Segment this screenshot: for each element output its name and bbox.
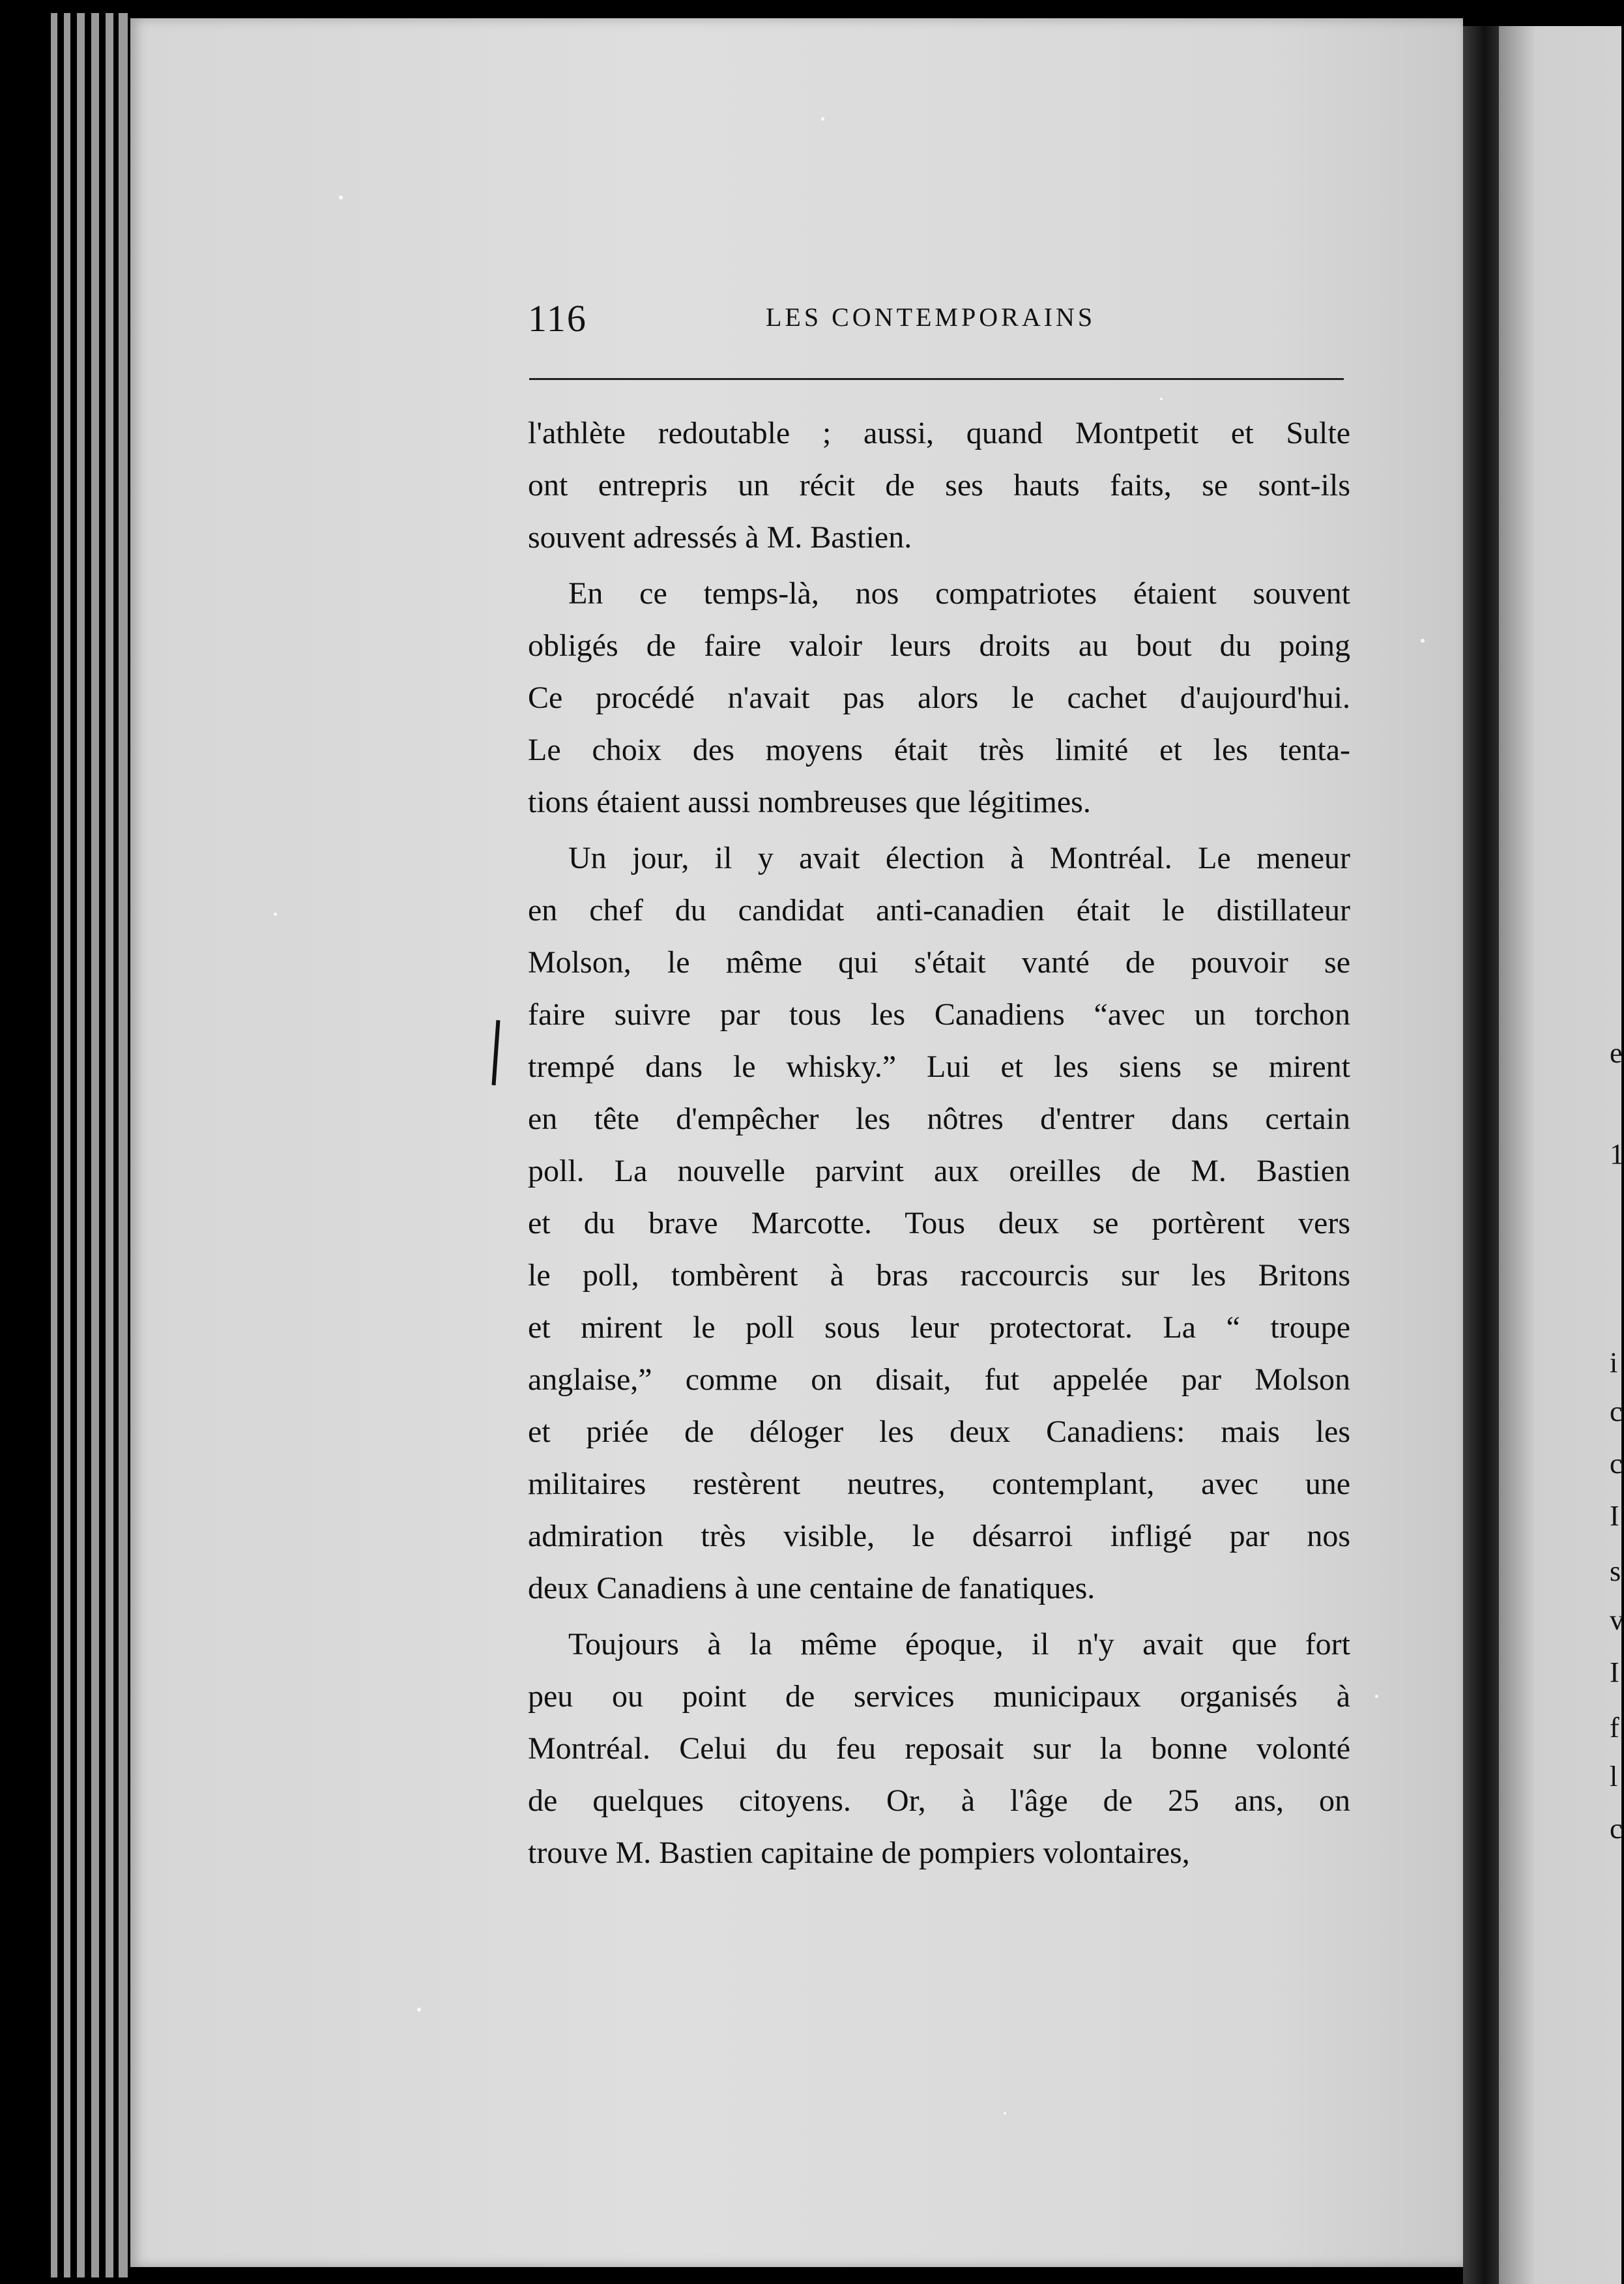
text-line: et mirent le poll sous leur protectorat. La “ troupe <box>528 1310 1350 1345</box>
text-line: l'athlète redoutable ; aussi, quand Montpetit et Sulte <box>528 416 1350 450</box>
text-line: En ce temps-là, nos compatriotes étaient souvent <box>568 576 1350 611</box>
text-line: Montréal. Celui du feu reposait sur la bonne volonté <box>528 1731 1350 1766</box>
facing-glyph: I <box>1610 1656 1619 1688</box>
page-edge <box>91 13 99 2277</box>
text-line: Un jour, il y avait élection à Montréal. Le meneur <box>568 841 1350 875</box>
text-line: admiration très visible, le désarroi infligé par nos <box>528 1519 1350 1553</box>
page-edge <box>77 13 85 2277</box>
paragraph <box>528 1618 1350 1879</box>
text-line: trempé dans le whisky.” Lui et les siens se mirent <box>528 1049 1350 1084</box>
page-number: 116 <box>528 297 587 340</box>
text-line: ont entrepris un récit de ses hauts faits, se sont-ils <box>528 468 1350 503</box>
dust-speck <box>274 913 277 916</box>
text-line: souvent adressés à M. Bastien. <box>528 520 912 555</box>
facing-glyph: l <box>1610 1761 1618 1793</box>
text-line: de quelques citoyens. Or, à l'âge de 25 ans, on <box>528 1783 1350 1818</box>
dust-speck <box>821 117 824 121</box>
text-line: en chef du candidat anti-canadien était le distillateur <box>528 893 1350 928</box>
text-line: en tête d'empêcher les nôtres d'entrer dans certain <box>528 1102 1350 1136</box>
page-edge <box>51 13 57 2277</box>
facing-glyph: c <box>1610 1448 1623 1480</box>
dust-speck <box>339 196 343 199</box>
text-line: poll. La nouvelle parvint aux oreilles de M. Bastien <box>528 1154 1350 1188</box>
paragraph <box>528 407 1350 564</box>
facing-glyph: f <box>1610 1712 1619 1744</box>
text-line: Toujours à la même époque, il n'y avait que fort <box>568 1627 1350 1662</box>
dust-speck <box>1160 398 1163 400</box>
running-title: LES CONTEMPORAINS <box>766 302 1096 332</box>
header-rule <box>529 378 1344 380</box>
body-text <box>528 407 1350 1879</box>
paragraph <box>528 832 1350 1615</box>
text-line: Ce procédé n'avait pas alors le cachet d'aujourd'hui. <box>528 681 1350 715</box>
paragraph <box>528 568 1350 828</box>
text-line: Le choix des moyens était très limité et les tenta- <box>528 733 1350 767</box>
facing-glyph: 1 <box>1610 1138 1624 1170</box>
text-line: Molson, le même qui s'était vanté de pouvoir se <box>528 945 1350 980</box>
facing-glyph: s <box>1610 1555 1621 1587</box>
facing-page <box>1499 26 1621 2284</box>
page-header <box>528 297 1349 340</box>
text-line: le poll, tombèrent à bras raccourcis sur les Britons <box>528 1258 1350 1293</box>
facing-glyph: c <box>1610 1813 1623 1845</box>
text-line: faire suivre par tous les Canadiens “avec un torchon <box>528 997 1350 1032</box>
text-line: et du brave Marcotte. Tous deux se portèrent vers <box>528 1206 1350 1240</box>
facing-glyph: i <box>1610 1347 1618 1379</box>
facing-glyph: e <box>1610 1037 1623 1069</box>
text-line: anglaise,” comme on disait, fut appelée par Molson <box>528 1362 1350 1397</box>
text-line: deux Canadiens à une centaine de fanatiques. <box>528 1571 1095 1605</box>
page-edge <box>119 13 128 2277</box>
page-edge <box>64 13 70 2277</box>
text-line: et priée de déloger les deux Canadiens: mais les <box>528 1414 1350 1449</box>
text-line: tions étaient aussi nombreuses que légitimes. <box>528 785 1091 819</box>
text-line: obligés de faire valoir leurs droits au bout du poing <box>528 628 1350 663</box>
text-line: trouve M. Bastien capitaine de pompiers volontaires, <box>528 1836 1190 1870</box>
facing-glyph: v <box>1610 1604 1624 1636</box>
facing-glyph: c <box>1610 1396 1623 1428</box>
page-edge <box>106 13 113 2277</box>
facing-glyph: I <box>1610 1500 1619 1532</box>
book-gutter <box>1463 26 1499 2284</box>
dust-speck <box>1421 639 1425 643</box>
dust-speck <box>1004 2112 1006 2115</box>
text-line: militaires restèrent neutres, contemplant, avec une <box>528 1467 1350 1501</box>
text-line: peu ou point de services municipaux organisés à <box>528 1679 1350 1714</box>
dust-speck <box>417 2008 421 2012</box>
dust-speck <box>1375 1695 1378 1698</box>
